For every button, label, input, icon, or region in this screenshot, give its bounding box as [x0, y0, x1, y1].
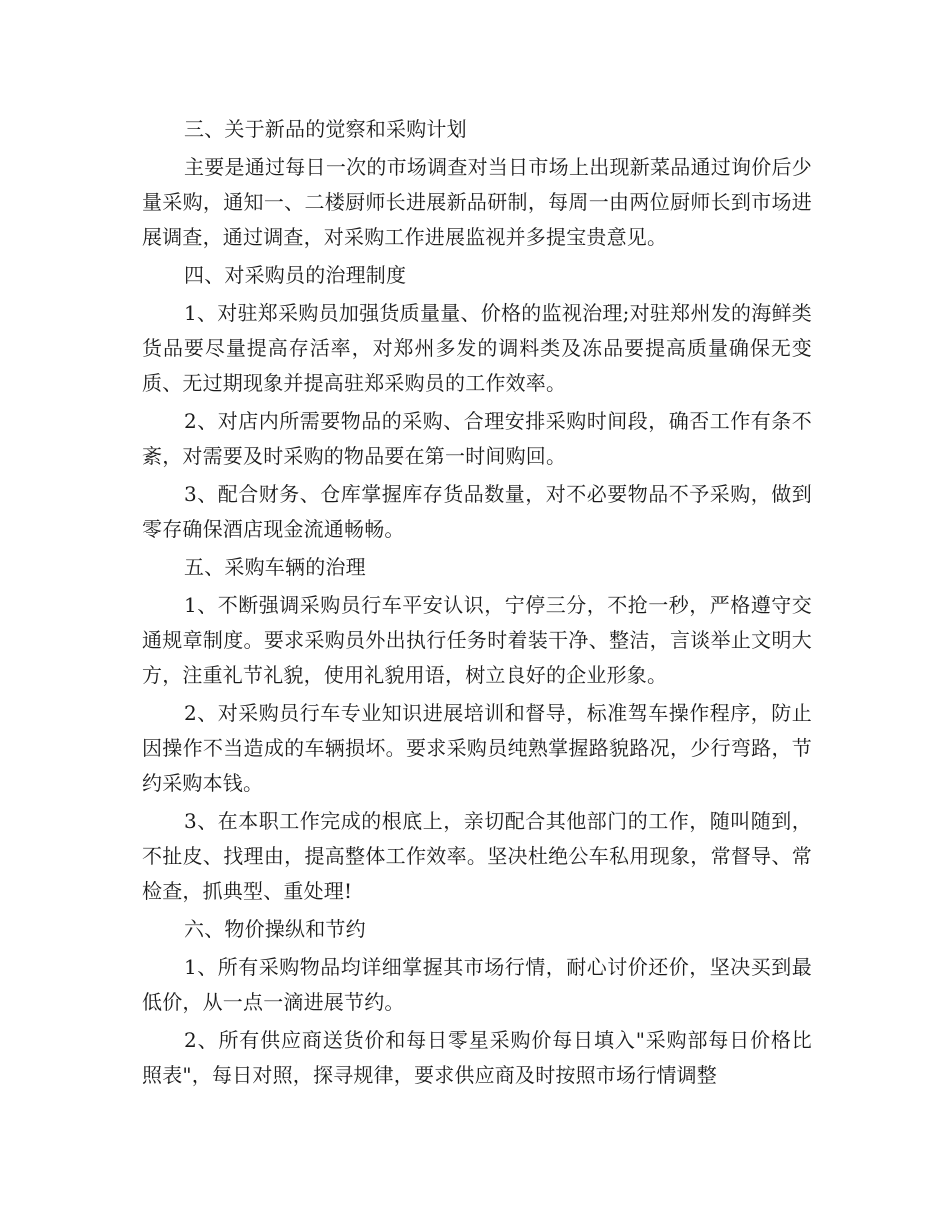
paragraph: 1、对驻郑采购员加强货质量量、价格的监视治理;对驻郑州发的海鲜类货品要尽量提高存活率，对郑州多发的调料类及冻品要提高质量确保无变质、无过期现象并提高驻郑采购员的工作效率。 [142, 301, 812, 395]
paragraph: 3、在本职工作完成的根底上，亲切配合其他部门的工作，随叫随到，不扯皮、找理由，提高整体工作效率。坚决杜绝公车私用现象，常督导、常检查，抓典型、重处理! [142, 809, 812, 903]
paragraph: 2、对采购员行车专业知识进展培训和督导，标准驾车操作程序，防止因操作不当造成的车辆损坏。要求采购员纯熟掌握路貌路况，少行弯路，节约采购本钱。 [142, 701, 812, 795]
paragraph: 1、所有采购物品均详细掌握其市场行情，耐心讨价还价，坚决买到最低价，从一点一滴进展节约。 [142, 955, 812, 1014]
document-body [142, 112, 812, 1096]
section-heading-4: 四、对采购员的治理制度 [184, 263, 407, 287]
section-heading-5: 五、采购车辆的治理 [184, 555, 366, 579]
paragraph: 3、配合财务、仓库掌握库存货品数量，对不必要物品不予采购，做到零存确保酒店现金流通畅畅。 [142, 482, 812, 541]
paragraph: 主要是通过每日一次的市场调查对当日市场上出现新菜品通过询价后少量采购，通知一、二楼厨师长进展新品研制，每周一由两位厨师长到市场进展调查，通过调查，对采购工作进展监视并多提宝贵意见。 [142, 155, 812, 249]
section-heading-6: 六、物价操纵和节约 [184, 917, 366, 941]
section-heading-3: 三、关于新品的觉察和采购计划 [184, 117, 467, 141]
paragraph: 2、所有供应商送货价和每日零星采购价每日填入"采购部每日价格比照表"，每日对照，探寻规律，要求供应商及时按照市场行情调整 [142, 1028, 812, 1087]
paragraph: 1、不断强调采购员行车平安认识，宁停三分，不抢一秒，严格遵守交通规章制度。要求采购员外出执行任务时着装干净、整洁，言谈举止文明大方，注重礼节礼貌，使用礼貌用语，树立良好的企业形象。 [142, 593, 812, 687]
paragraph: 2、对店内所需要物品的采购、合理安排采购时间段，确否工作有条不紊，对需要及时采购的物品要在第一时间购回。 [142, 409, 812, 468]
